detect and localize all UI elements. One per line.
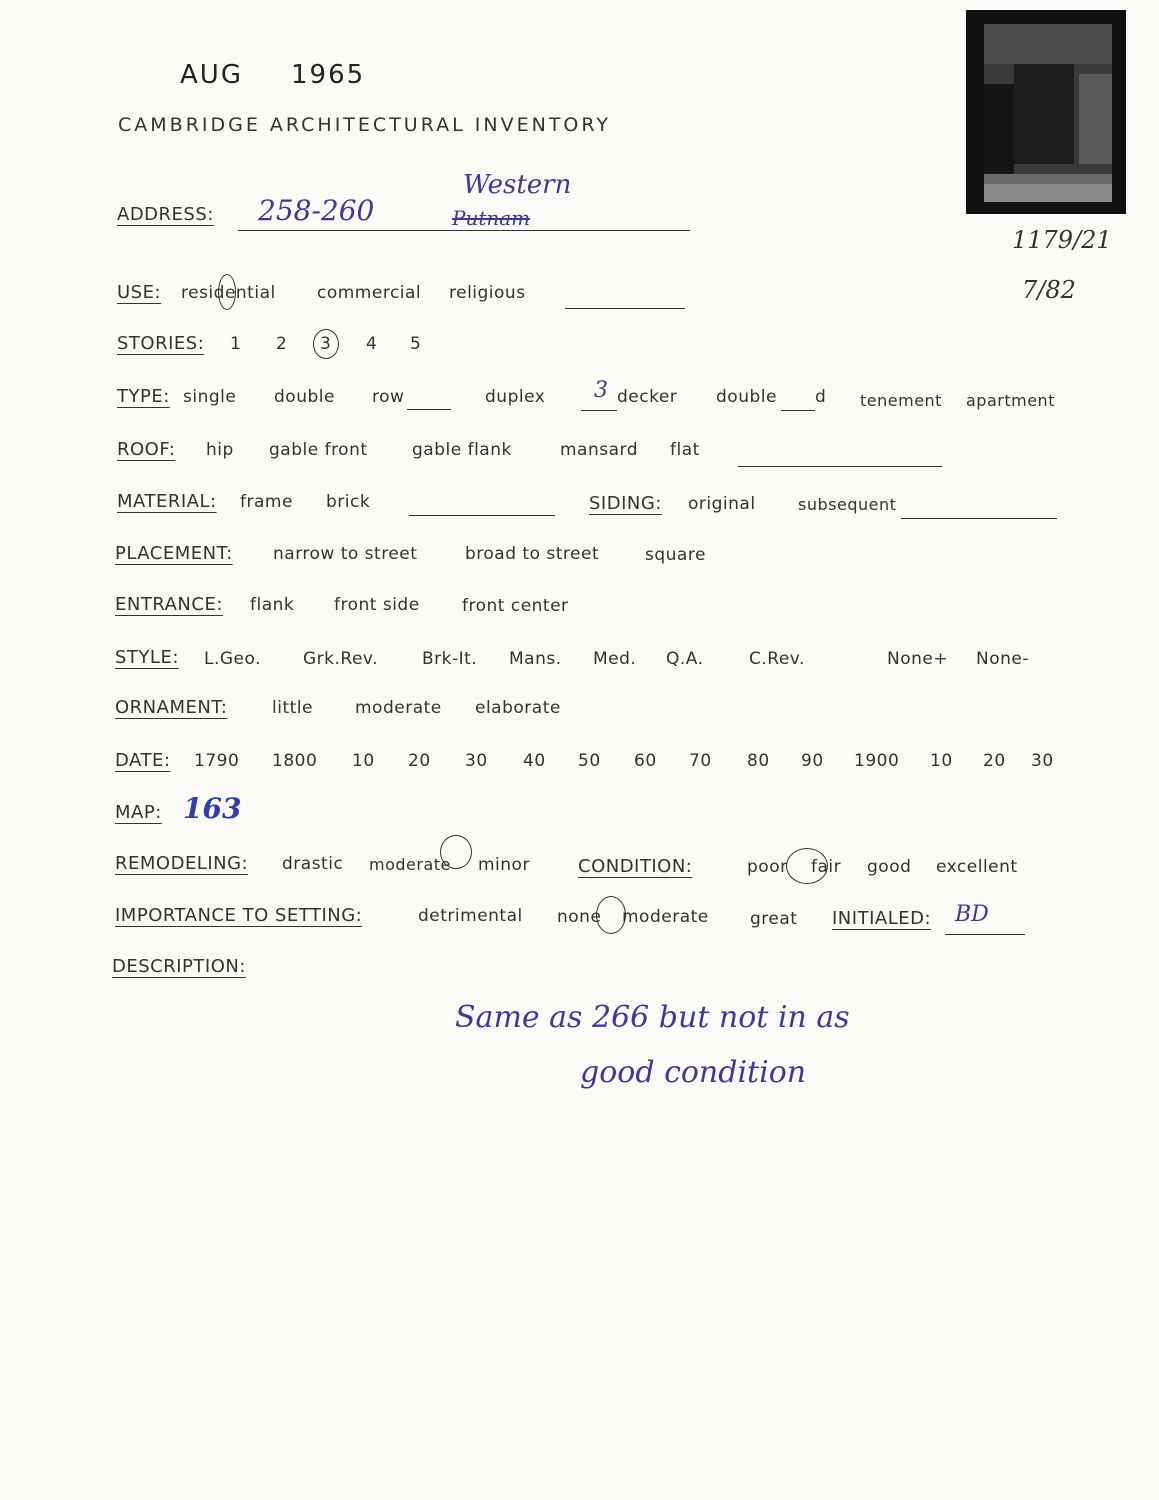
roof-option-mansard: mansard (560, 440, 639, 460)
date-option-1900: 1900 (854, 751, 900, 771)
style-option-brkit: Brk-It. (422, 649, 478, 669)
date-option-1790: 1790 (194, 751, 240, 771)
use-option-commercial: commercial (317, 283, 422, 303)
description-line-2: good condition (580, 1055, 807, 1090)
date-label: DATE: (115, 750, 171, 771)
roof-option-flat: flat (670, 440, 700, 460)
date-option-1920: 20 (983, 751, 1006, 771)
remodeling-option-moderate: moderate (369, 855, 451, 874)
date-option-1800: 1800 (272, 751, 318, 771)
style-option-grkrev: Grk.Rev. (303, 649, 379, 669)
remodeling-selected-mark (440, 835, 472, 869)
type-option-d: d (815, 387, 827, 407)
roof-label: ROOF: (117, 439, 176, 460)
placement-option-square: square (645, 545, 706, 565)
importance-selected-mark (596, 896, 626, 934)
building-photo-image (984, 24, 1112, 202)
description-line-1: Same as 266 but not in as (455, 1000, 850, 1035)
stories-label: STORIES: (117, 333, 205, 354)
condition-option-poor: poor (747, 857, 788, 877)
entrance-option-front-center: front center (462, 596, 569, 616)
initialed-line (945, 934, 1025, 935)
remodeling-label: REMODELING: (115, 853, 249, 874)
style-option-none-plus: None+ (887, 649, 949, 669)
type-option-duplex: duplex (485, 387, 546, 407)
form-title: CAMBRIDGE ARCHITECTURAL INVENTORY (118, 114, 611, 136)
siding-label: SIDING: (589, 493, 662, 514)
entrance-label: ENTRANCE: (115, 594, 223, 615)
header-year: 1965 (291, 60, 366, 90)
date-option-80: 80 (747, 751, 770, 771)
date-option-70: 70 (689, 751, 712, 771)
siding-option-subsequent: subsequent (798, 495, 897, 514)
importance-label: IMPORTANCE TO SETTING: (115, 905, 363, 926)
date-option-90: 90 (801, 751, 824, 771)
date-option-1910: 10 (930, 751, 953, 771)
type-option-double: double (274, 387, 335, 407)
type-double-d-line (781, 410, 815, 411)
material-option-frame: frame (240, 492, 293, 512)
type-option-tenement: tenement (860, 391, 942, 410)
entrance-option-flank: flank (250, 595, 295, 615)
ornament-option-moderate: moderate (355, 698, 442, 718)
map-value: 163 (183, 792, 242, 825)
ornament-label: ORNAMENT: (115, 697, 228, 718)
type-option-double-d: double (716, 387, 777, 407)
stories-option-5: 5 (410, 334, 422, 354)
address-line (238, 230, 690, 231)
address-number: 258-260 (258, 194, 375, 227)
roof-other-line (738, 466, 942, 467)
condition-selected-mark (786, 848, 828, 884)
map-label: MAP: (115, 802, 162, 823)
importance-option-great: great (750, 909, 798, 929)
entrance-option-front-side: front side (334, 595, 420, 615)
material-other-line (409, 515, 555, 516)
condition-option-fair: fair (811, 857, 842, 877)
style-option-qa: Q.A. (666, 649, 704, 669)
style-option-lgeo: L.Geo. (204, 649, 262, 669)
date-option-30: 30 (465, 751, 488, 771)
importance-option-moderate: moderate (622, 907, 709, 927)
ornament-option-elaborate: elaborate (475, 698, 561, 718)
stories-option-2: 2 (276, 334, 288, 354)
placement-label: PLACEMENT: (115, 543, 233, 564)
importance-option-detrimental: detrimental (418, 906, 523, 926)
roof-option-gable-flank: gable flank (412, 440, 512, 460)
siding-option-original: original (688, 494, 756, 514)
remodeling-option-minor: minor (478, 855, 530, 875)
description-label: DESCRIPTION: (112, 956, 246, 977)
style-option-med: Med. (593, 649, 637, 669)
condition-option-excellent: excellent (936, 857, 1018, 877)
use-option-religious: religious (449, 283, 526, 303)
use-label: USE: (117, 282, 162, 303)
style-label: STYLE: (115, 647, 179, 668)
type-option-row: row (372, 387, 405, 407)
stories-selected-mark (313, 329, 339, 359)
placement-option-broad: broad to street (465, 544, 600, 564)
date-option-10: 10 (352, 751, 375, 771)
siding-other-line (901, 518, 1057, 519)
date-option-1930: 30 (1031, 751, 1054, 771)
condition-label: CONDITION: (578, 856, 693, 877)
importance-option-none: none (557, 907, 602, 927)
initialed-value: BD (955, 902, 989, 927)
address-struck-street: Putnam (452, 206, 531, 230)
type-decker-value: 3 (594, 378, 608, 403)
style-option-none-minus: None- (976, 649, 1029, 669)
use-other-line (565, 308, 685, 309)
header-month: AUG (180, 60, 243, 90)
stories-option-3: 3 (320, 334, 332, 354)
use-selected-mark (218, 274, 236, 310)
date-option-40: 40 (523, 751, 546, 771)
stories-option-1: 1 (230, 334, 242, 354)
type-option-single: single (183, 387, 237, 407)
type-option-decker: decker (617, 387, 678, 407)
material-option-brick: brick (326, 492, 371, 512)
style-option-crev: C.Rev. (749, 649, 805, 669)
date-option-20: 20 (408, 751, 431, 771)
address-label: ADDRESS: (117, 204, 214, 225)
placement-option-narrow: narrow to street (273, 544, 418, 564)
building-photo (966, 10, 1126, 214)
use-option-residential: residential (181, 283, 276, 303)
roof-option-gable-front: gable front (269, 440, 368, 460)
ornament-option-little: little (272, 698, 313, 718)
remodeling-option-drastic: drastic (282, 854, 344, 874)
roof-option-hip: hip (206, 440, 234, 460)
type-decker-line (581, 410, 617, 411)
address-street: Western (463, 170, 572, 200)
photo-ref-number: 1179/21 (1012, 226, 1112, 254)
type-label: TYPE: (117, 386, 170, 407)
stories-option-4: 4 (366, 334, 378, 354)
type-row-line (407, 409, 451, 410)
condition-option-good: good (867, 857, 912, 877)
date-option-60: 60 (634, 751, 657, 771)
photo-date: 7/82 (1022, 276, 1076, 304)
date-option-50: 50 (578, 751, 601, 771)
initialed-label: INITIALED: (832, 908, 932, 929)
style-option-mans: Mans. (509, 649, 562, 669)
type-option-apartment: apartment (966, 391, 1055, 410)
material-label: MATERIAL: (117, 491, 217, 512)
